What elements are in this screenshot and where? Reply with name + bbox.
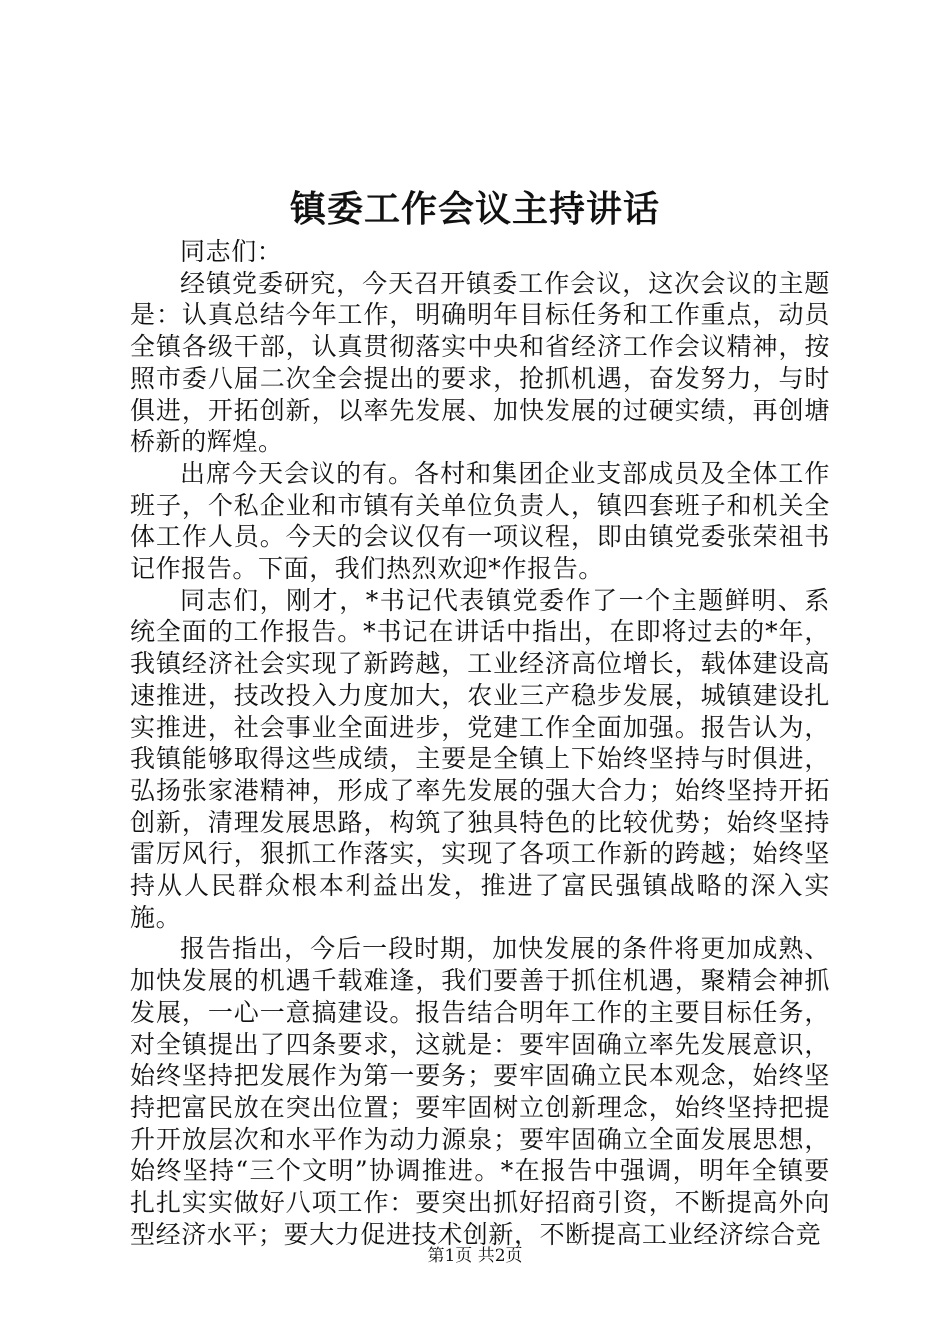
paragraph-salutation: 同志们： — [180, 237, 283, 266]
paragraph-meeting-theme: 经镇党委研究，今天召开镇委工作会议，这次会议的主题是：认真总结今年工作，明确明年目标任务和工作重点，动员全镇各级干部，认真贯彻落实中央和省经济工作会议精神，按照市委八届二次全会提出的要求，抢抓机遇，奋发努力，与时俱进，开拓创新，以率先发展、加快发展的过硬实绩，再创塘桥新的辉煌。 — [130, 268, 830, 457]
paragraph-report-summary: 同志们，刚才，*书记代表镇党委作了一个主题鲜明、系统全面的工作报告。*书记在讲话中指出，在即将过去的*年，我镇经济社会实现了新跨越，工业经济高位增长，载体建设高速推进，技改投入力度加大，农业三产稳步发展，城镇建设扎实推进，社会事业全面进步，党建工作全面加强。报告认为，我镇能够取得这些成绩，主要是全镇上下始终坚持与时俱进，弘扬张家港精神，形成了率先发展的强大合力；始终坚持开拓创新，清理发展思路，构筑了独具特色的比较优势；始终坚持雷厉风行，狠抓工作落实，实现了各项工作新的跨越；始终坚持从人民群众根本利益出发，推进了富民强镇战略的深入实施。 — [130, 585, 830, 932]
document-title: 镇委工作会议主持讲话 — [289, 188, 660, 230]
page-number-footer: 第1页 共2页 — [427, 1246, 523, 1266]
paragraph-report-requirements: 报告指出，今后一段时期，加快发展的条件将更加成熟、加快发展的机遇千载难逢，我们要善于抓住机遇，聚精会神抓发展，一心一意搞建设。报告结合明年工作的主要目标任务，对全镇提出了四条要求，这就是：要牢固确立率先发展意识，始终坚持把发展作为第一要务；要牢固确立民本观念，始终坚持把富民放在突出位置；要牢固树立创新理念，始终坚持把提升开放层次和水平作为动力源泉；要牢固确立全面发展思想，始终坚持“三个文明”协调推进。*在报告中强调，明年全镇要扎扎实实做好八项工作：要突出抓好招商引资，不断提高外向型经济水平；要大力促进技术创新，不断提高工业经济综合竞 — [130, 934, 830, 1249]
document-body — [130, 236, 830, 1251]
paragraph-attendees: 出席今天会议的有。各村和集团企业支部成员及全体工作班子，个私企业和市镇有关单位负责人，镇四套班子和机关全体工作人员。今天的会议仅有一项议程，即由镇党委张荣祖书记作报告。下面，我们热烈欢迎*作报告。 — [130, 458, 830, 584]
